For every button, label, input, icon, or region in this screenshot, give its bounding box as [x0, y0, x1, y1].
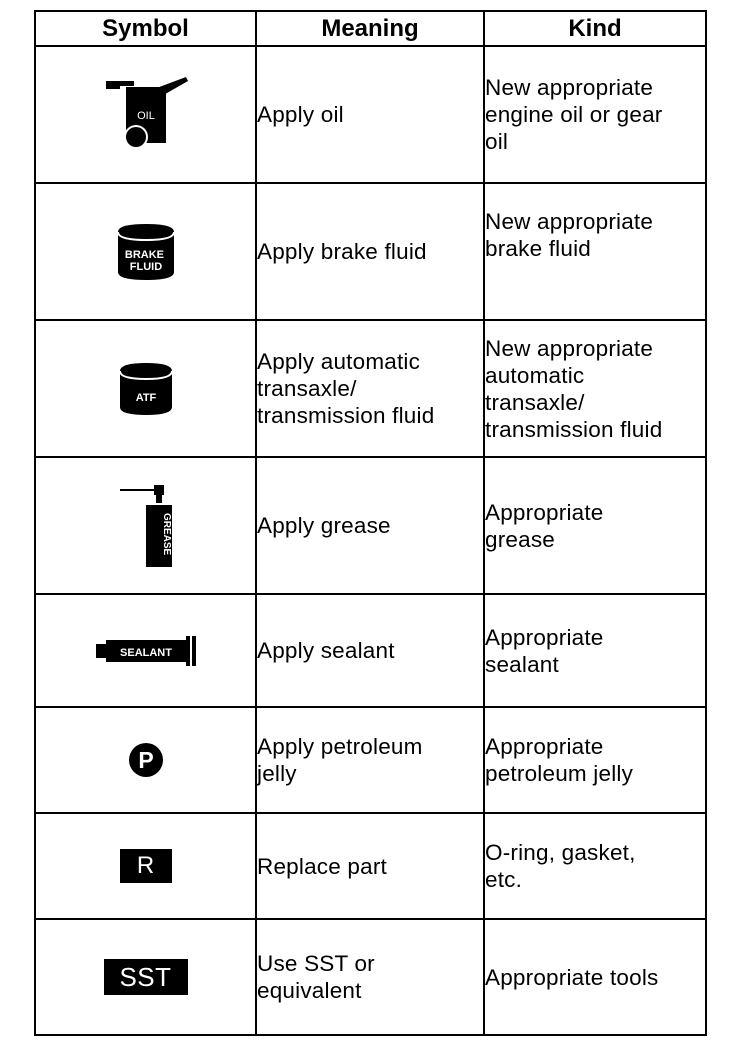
symbol-cell [35, 707, 256, 813]
sst-icon: SST [104, 959, 188, 995]
kind-cell: Appropriate sealant [484, 594, 706, 707]
meaning-cell: Apply sealant [256, 594, 484, 707]
table-row [35, 594, 706, 707]
header-meaning: Meaning [256, 11, 484, 46]
table-row [35, 320, 706, 457]
table-row [35, 707, 706, 813]
grease-can-text: GREASE [160, 512, 172, 555]
kind-cell: Appropriate grease [484, 457, 706, 594]
symbol-cell [35, 183, 256, 320]
symbol-cell [35, 594, 256, 707]
table-row [35, 919, 706, 1035]
meaning-cell: Apply petroleum jelly [256, 707, 484, 813]
table-row [35, 183, 706, 320]
header-kind: Kind [484, 11, 706, 46]
replace-part-icon: R [120, 849, 172, 883]
symbol-cell [35, 457, 256, 594]
kind-cell: New appropriate brake fluid [484, 183, 706, 320]
petroleum-jelly-text: P [137, 747, 154, 773]
header-symbol: Symbol [35, 11, 256, 46]
table-row [35, 457, 706, 594]
meaning-cell: Replace part [256, 813, 484, 919]
meaning-cell: Apply grease [256, 457, 484, 594]
kind-cell: New appropriate engine oil or gear oil [484, 46, 706, 183]
symbol-cell [35, 320, 256, 457]
symbol-cell [35, 813, 256, 919]
atf-can-text: ATF [135, 391, 156, 404]
svg-text:BRAKE FLUID: BRAKE FLUID [124, 248, 164, 273]
kind-cell: Appropriate petroleum jelly [484, 707, 706, 813]
table-row [35, 46, 706, 183]
symbol-cell [35, 46, 256, 183]
kind-cell: New appropriate automatic transaxle/ transmission fluid [484, 320, 706, 457]
atf-can-icon [116, 359, 176, 419]
kind-cell: O-ring, gasket, etc. [484, 813, 706, 919]
sealant-tube-text: SEALANT [119, 646, 172, 659]
meaning-cell: Apply brake fluid [256, 183, 484, 320]
meaning-cell: Apply automatic transaxle/ transmission fluid [256, 320, 484, 457]
oil-can-icon [98, 75, 194, 155]
meaning-cell: Use SST or equivalent [256, 919, 484, 1035]
sealant-tube-icon [94, 634, 198, 668]
brake-fluid-can-icon [114, 220, 178, 284]
petroleum-jelly-icon [128, 742, 164, 778]
grease-spray-can-icon [118, 483, 174, 569]
oil-can-text: OIL [136, 109, 155, 122]
table-row [35, 813, 706, 919]
symbol-cell [35, 919, 256, 1035]
symbol-legend-table [34, 10, 707, 1036]
header-row [35, 11, 706, 46]
kind-cell: Appropriate tools [484, 919, 706, 1035]
meaning-cell: Apply oil [256, 46, 484, 183]
